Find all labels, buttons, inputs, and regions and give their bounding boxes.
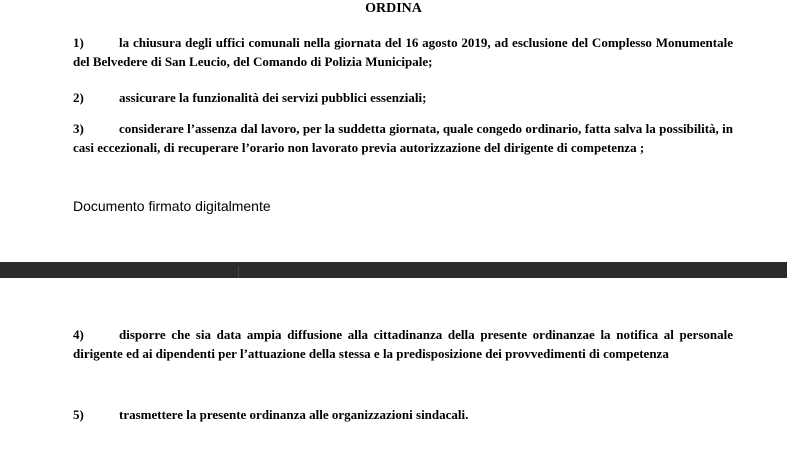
ordinance-item-3 bbox=[73, 119, 733, 157]
item-number: 3) bbox=[73, 121, 84, 136]
ordinance-item-1 bbox=[73, 33, 733, 71]
item-text: considerare l’assenza dal lavoro, per la suddetta giornata, quale congedo ordinario, fatta salva la possibilità, in casi eccezionali, di recuperare l’orario non lavorato previa autorizzazione del dirigente di competenza ; bbox=[73, 121, 733, 155]
item-number: 1) bbox=[73, 35, 84, 50]
ordinance-item-5 bbox=[73, 405, 733, 424]
page-break-divider bbox=[0, 262, 787, 278]
item-text: disporre che sia data ampia diffusione alla cittadinanza della presente ordinanzae la notifica al personale dirigente ed ai dipendenti per l’attuazione della stessa e la predisposizione dei provvedimenti di competenza bbox=[73, 327, 733, 361]
divider-tick bbox=[238, 266, 239, 278]
digital-signature-note: Documento firmato digitalmente bbox=[73, 198, 271, 214]
ordinance-item-4 bbox=[73, 325, 733, 363]
page-title: ORDINA bbox=[365, 1, 422, 16]
item-text: la chiusura degli uffici comunali nella giornata del 16 agosto 2019, ad esclusione del Complesso Monumentale del Belvedere di San Leucio, del Comando di Polizia Municipale; bbox=[73, 35, 733, 69]
item-number: 5) bbox=[73, 407, 84, 422]
item-number: 2) bbox=[73, 90, 84, 105]
item-text: assicurare la funzionalità dei servizi pubblici essenziali; bbox=[119, 90, 427, 105]
item-text: trasmettere la presente ordinanza alle organizzazioni sindacali. bbox=[119, 407, 469, 422]
item-number: 4) bbox=[73, 327, 84, 342]
ordinance-item-2 bbox=[73, 88, 733, 107]
